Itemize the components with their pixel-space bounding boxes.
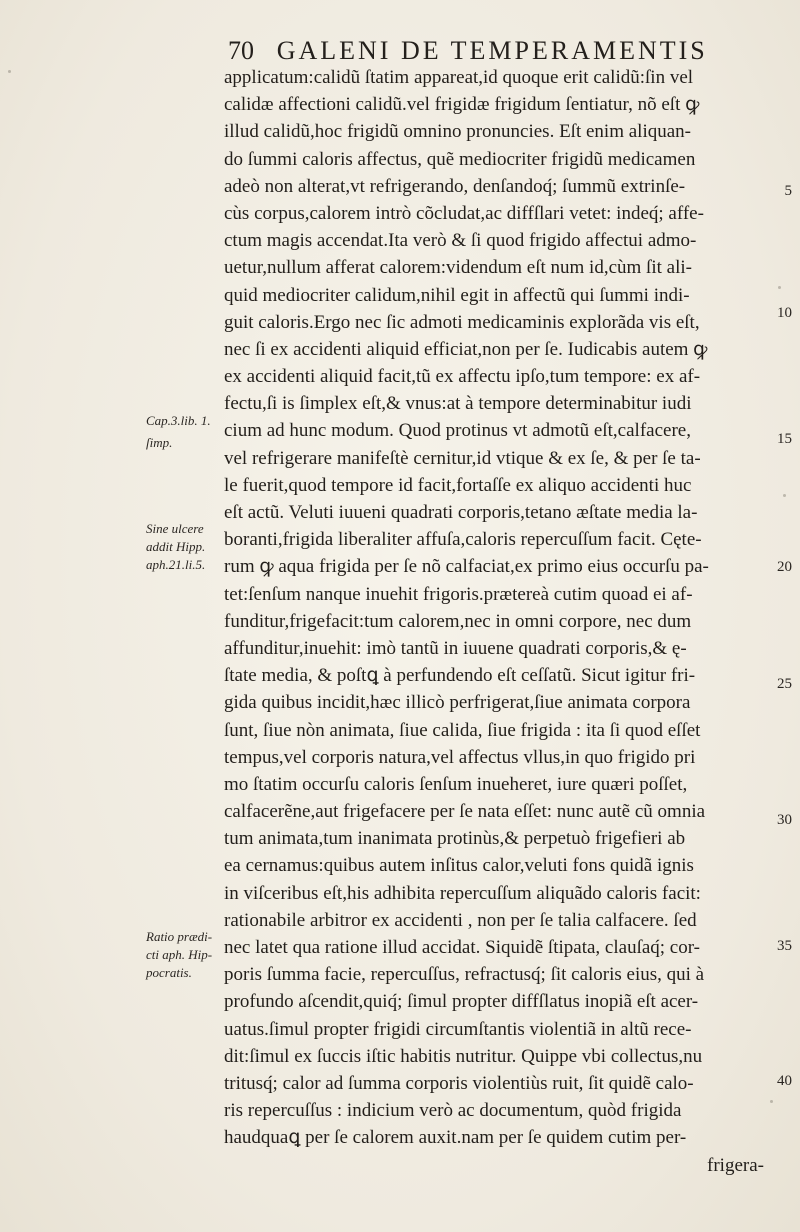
text-line: profundo aſcendit,quiq́; ſimul propter diffſlatus inopiã eſt acer- [224,991,699,1013]
text-line: ea cernamus:quibus autem inſitus calor,veluti fons quidã ignis [224,855,694,877]
text-line: ſunt, ſiue nòn animata, ſiue calida, ſiue frigida : ita ſi quod eſſet [224,719,701,741]
text-line: guit caloris.Ergo nec ſic admoti medicaminis explorãda vis eſt, [224,311,700,333]
marginal-note-sine [146,520,205,574]
text-line: tempus,vel corporis natura,vel affectus vllus,in quo frigido pri [224,746,696,768]
text-line: ris repercuſſus : indicium verò ac documentum, quòd frigida [224,1100,682,1122]
text-line: nec ſi ex accidenti aliquid efficiat,non per ſe. Iudicabis autem ꝙ [224,338,708,360]
paper-speck [778,286,781,289]
text-line: vel refrigerare manifeſtè cernitur,id vtique & ex ſe, & per ſe ta- [224,447,701,469]
text-line: tet:ſenſum nanque inuehit frigoris.prætereà cutim quoad ei af- [224,583,693,605]
text-line: in viſceribus eſt,his adhibita repercuſſum aliquãdo caloris facit: [224,882,701,904]
text-line: ſtate media, & poſtꝗ à perfundendo eſt ceſſatũ. Sicut igitur fri- [224,665,696,687]
text-line: rationabile arbitror ex accidenti , non per ſe talia calfacere. ſed [224,909,697,931]
text-line: uatus.ſimul propter frigidi circumſtantis violentiã in altũ rece- [224,1018,692,1040]
line-number-10: 10 [777,305,792,321]
running-title: GALENI DE TEMPERAMENTIS [276,36,708,65]
text-line: funditur,frigefacit:tum calorem,nec in omni corpore, nec dum [224,610,692,632]
text-line: uetur,nullum afferat calorem:videndum eſt num id,cùm ſit ali- [224,257,692,279]
text-line: eſt actũ. Veluti iuueni quadrati corporis,tetano æſtate media la- [224,502,698,523]
text-line: applicatum:calidũ ſtatim appareat,id quoque erit calidũ:ſin vel [224,67,694,88]
text-line: ctum magis accendat.Ita verò & ſi quod frigido affectui admo- [224,230,697,252]
text-line: rum ꝙ aqua frigida per ſe nõ calfaciat,ex primo eius occurſu pa- [224,556,709,578]
body-text [224,64,772,1179]
page-header [228,36,708,66]
marginal-line: Cap.3.lib. 1. [146,413,211,428]
text-line: tritusq́; calor ad ſumma corporis violentiùs ruit, ſit quidẽ calo- [224,1072,694,1094]
marginal-line: Sine ulcere [146,521,204,536]
text-line: poris ſumma facie, repercuſſus, refractusq́; ſit caloris eius, qui à [224,964,705,986]
paper-speck [770,1100,773,1103]
text-line: cium ad hunc modum. Quod protinus vt admotũ eſt,calfacere, [224,420,691,442]
line-number-15: 15 [777,431,792,447]
paper-speck [8,70,11,73]
line-number-5: 5 [784,183,792,199]
text-line: dit:ſimul ex ſuccis iſtic habitis nutritur. Quippe vbi collectus,nu [224,1045,703,1067]
text-line: adeò non alterat,vt refrigerando, denſandoq́; ſummũ extrinſe- [224,175,686,197]
text-line: do ſummi caloris affectus, quẽ mediocriter frigidũ medicamen [224,148,696,170]
catchword: frigera- [707,1154,764,1176]
text-line: affunditur,inuehit: imò tantũ in iuuene quadrati corporis,& ę- [224,637,687,659]
text-line: boranti,frigida liberaliter affuſa,caloris repercuſſum facit. Cęte- [224,529,702,551]
line-number-30: 30 [777,812,792,828]
marginal-line: aph.21.li.5. [146,557,206,572]
paper-speck [783,494,786,497]
marginal-note-ratio [146,928,212,982]
text-line: calfacerẽne,aut frigefacere per ſe nata eſſet: nunc autẽ cũ omnia [224,801,706,823]
marginal-line: ſimp. [146,435,173,450]
line-number-35: 35 [777,938,792,954]
text-line: le fuerit,quod tempore id facit,fortaſſe ex aliquo accidenti huc [224,474,692,496]
text-line: quid mediocriter calidum,nihil egit in affectũ qui ſummi indi- [224,284,690,306]
line-number-40: 40 [777,1073,792,1089]
marginal-line: Ratio prædi- [146,929,213,944]
text-line: mo ſtatim occurſu caloris ſenſum inueheret, iure quæri poſſet, [224,773,688,795]
marginal-line: cti aph. Hip- [146,947,213,962]
text-line: calidæ affectioni calidũ.vel frigidæ frigidum ſentiatur, nõ eſt ꝙ [224,94,700,116]
text-line: fectu,ſi is ſimplex eſt,& vnus:at à tempore determinabitur iudi [224,393,692,415]
text-line: illud calidũ,hoc frigidũ omnino pronuncies. Eſt enim aliquan- [224,121,691,143]
line-number-20: 20 [777,559,792,575]
text-line: tum animata,tum inanimata protinùs,& perpetuò frigefieri ab [224,828,686,850]
marginal-line: pocratis. [146,965,192,980]
line-number-25: 25 [777,676,792,692]
text-line: haudquaꝗ per ſe calorem auxit.nam per ſe quidem cutim per- [224,1127,687,1149]
text-line: gida quibus incidit,hæc illicò perfrigerat,ſiue animata corpora [224,692,691,714]
text-line: ex accidenti aliquid facit,tũ ex affectu ipſo,tum tempore: ex af- [224,366,701,388]
marginal-note-cap [146,410,211,454]
folio-number: 70 [228,36,254,65]
text-line: cùs corpus,calorem intrò cõcludat,ac diffſlari vetet: indeq́; affe- [224,202,704,224]
marginal-line: addit Hipp. [146,539,206,554]
text-line: nec latet qua ratione illud accidat. Siquidẽ ſtipata, clauſaq́; cor- [224,937,701,958]
